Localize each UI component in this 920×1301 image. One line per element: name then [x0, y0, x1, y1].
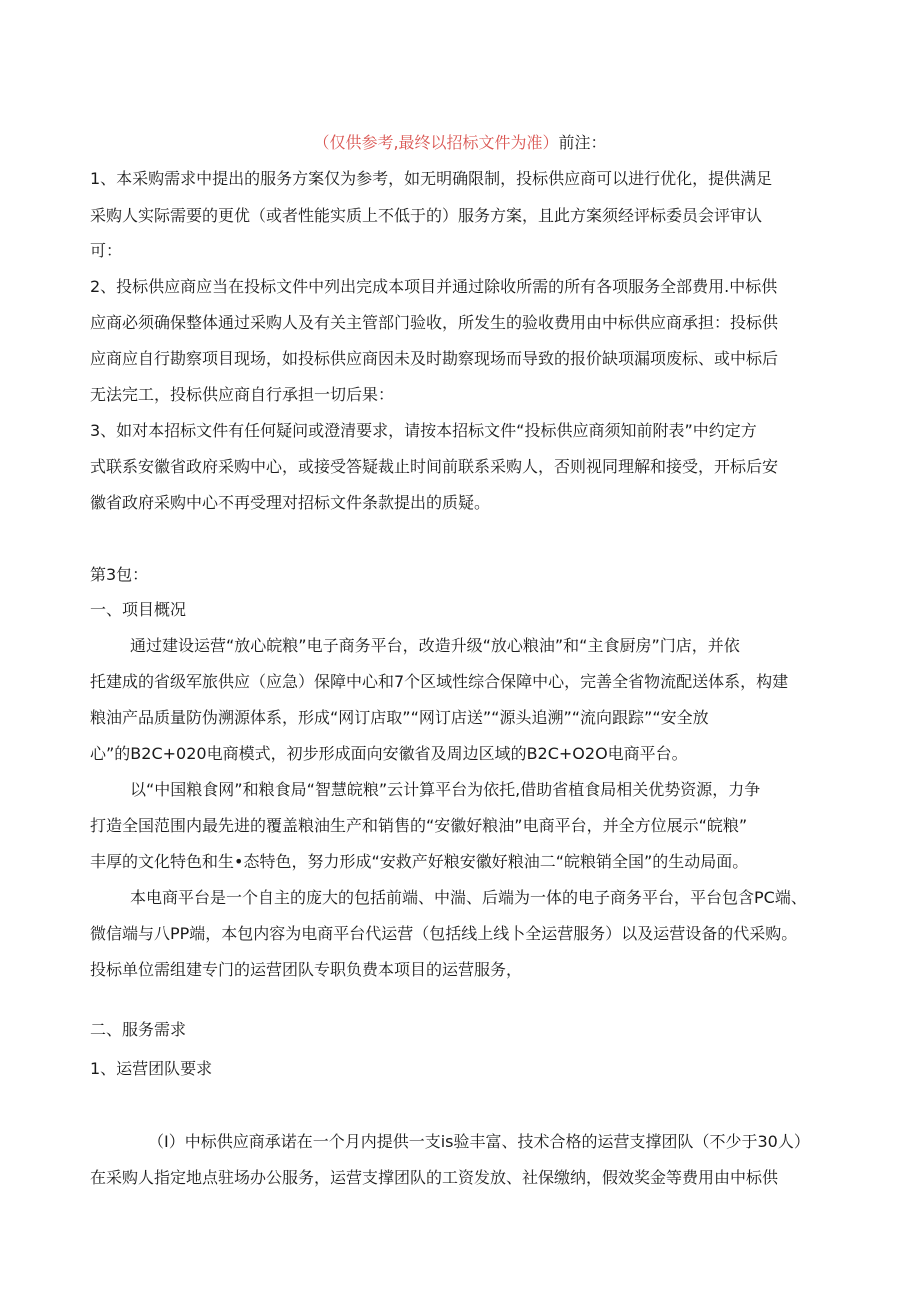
preface-line: 2、投标供应商应当在投标文件中列出完成本项目并通过除收所需的所有各项服务全部费用.中标供 — [90, 277, 778, 296]
subsection-heading: 1、运营团队要求 — [90, 1059, 213, 1078]
reference-note: （仅供参考,最终以招标文件为准） — [313, 133, 559, 152]
document-header — [0, 132, 920, 154]
preface-line: 徽省政府采购中心不再受理对招标文件条款提出的质疑。 — [90, 493, 491, 512]
paragraph-line: 通过建设运营“放心皖粮”电子商务平台，改造升级“放心粮油”和“主食厨房”门店，并依 — [130, 636, 740, 655]
preface-line: 采购人实际需要的更优（或者性能实质上不低于的）服务方案，且此方案须经评标委员会评审认 — [90, 206, 763, 225]
section-heading: 二、服务需求 — [90, 1020, 187, 1039]
paragraph-line: 投标单位需组建专门的运营团队专职负费本项目的运营服务， — [90, 960, 523, 979]
paragraph-line: （I）中标供应商承诺在一个月内提供一支is验丰富、技术合格的运营支撑团队（不少于30人） — [148, 1132, 810, 1151]
package-title: 第3包： — [90, 565, 149, 584]
preface-line: 无法完工，投标供应商自行承担一切后果： — [90, 385, 395, 404]
paragraph-line: 微信端与八PP端，本包内容为电商平台代运营（包括线上线卜全运营服务）以及运营设备的代采购。 — [90, 924, 798, 943]
paragraph-line: 以“中国粮食网”和粮食局“智慧皖粮”云计算平台为依托,借助省植食局相关优势资源，力争 — [130, 780, 761, 799]
paragraph-line: 本电商平台是一个自主的庞大的包括前端、中湍、后端为一体的电子商务平台，平台包含PC端、 — [130, 888, 807, 907]
paragraph-line: 托建成的省级军旅供应（应急）保障中心和7个区域性综合保障中心，完善全省物流配送体系，构建 — [90, 672, 789, 691]
paragraph-line: 心”的B2C+020电商模式，初步形成面向安徽省及周边区域的B2C+O2O电商平台。 — [90, 744, 688, 763]
preface-line: 式联系安徽省政府采购中心，或接受答疑裁止时间前联系采购人，否则视同理解和接受，开标后安 — [90, 457, 779, 476]
paragraph-line: 粮油产品质量防伪溯源体系，形成“网订店取”“网订店送”“源头追溯”“流向跟踪”“安全放 — [90, 708, 709, 727]
preface-line: 可： — [90, 241, 123, 260]
preface-line: 应商必须确保整体通过采购人及有关主管部门验收，所发生的验收费用由中标供应商承担：投标供 — [90, 313, 779, 332]
preface-line: 3、如对本招标文件有任何疑问或澄清要求，请按本招标文件“投标供应商须知前附表”中约定方 — [90, 421, 757, 440]
preface-line: 1、本采购需求中提出的服务方案仅为参考，如无明确限制，投标供应商可以进行优化，提供满足 — [90, 169, 773, 188]
paragraph-line: 在采购人指定地点驻场办公服务，运营支撑团队的工资发放、社保缴纳，假效奖金等费用由中标供 — [90, 1168, 779, 1187]
preface-title: 前注： — [558, 133, 607, 152]
section-heading: 一、项目概况 — [90, 600, 187, 619]
paragraph-line: 丰厚的文化特色和生•态特色，努力形成“安救产好粮安徽好粮油二“皖粮销全国”的生动局面。 — [90, 852, 749, 871]
preface-line: 应商应自行勘察项目现场，如投标供应商因未及时勘察现场而导致的报价缺项漏项废标、或中标后 — [90, 349, 779, 368]
paragraph-line: 打造全国范围内最先进的覆盖粮油生产和销售的“安徽好粮油”电商平台，并全方位展示“皖粮” — [90, 816, 748, 835]
